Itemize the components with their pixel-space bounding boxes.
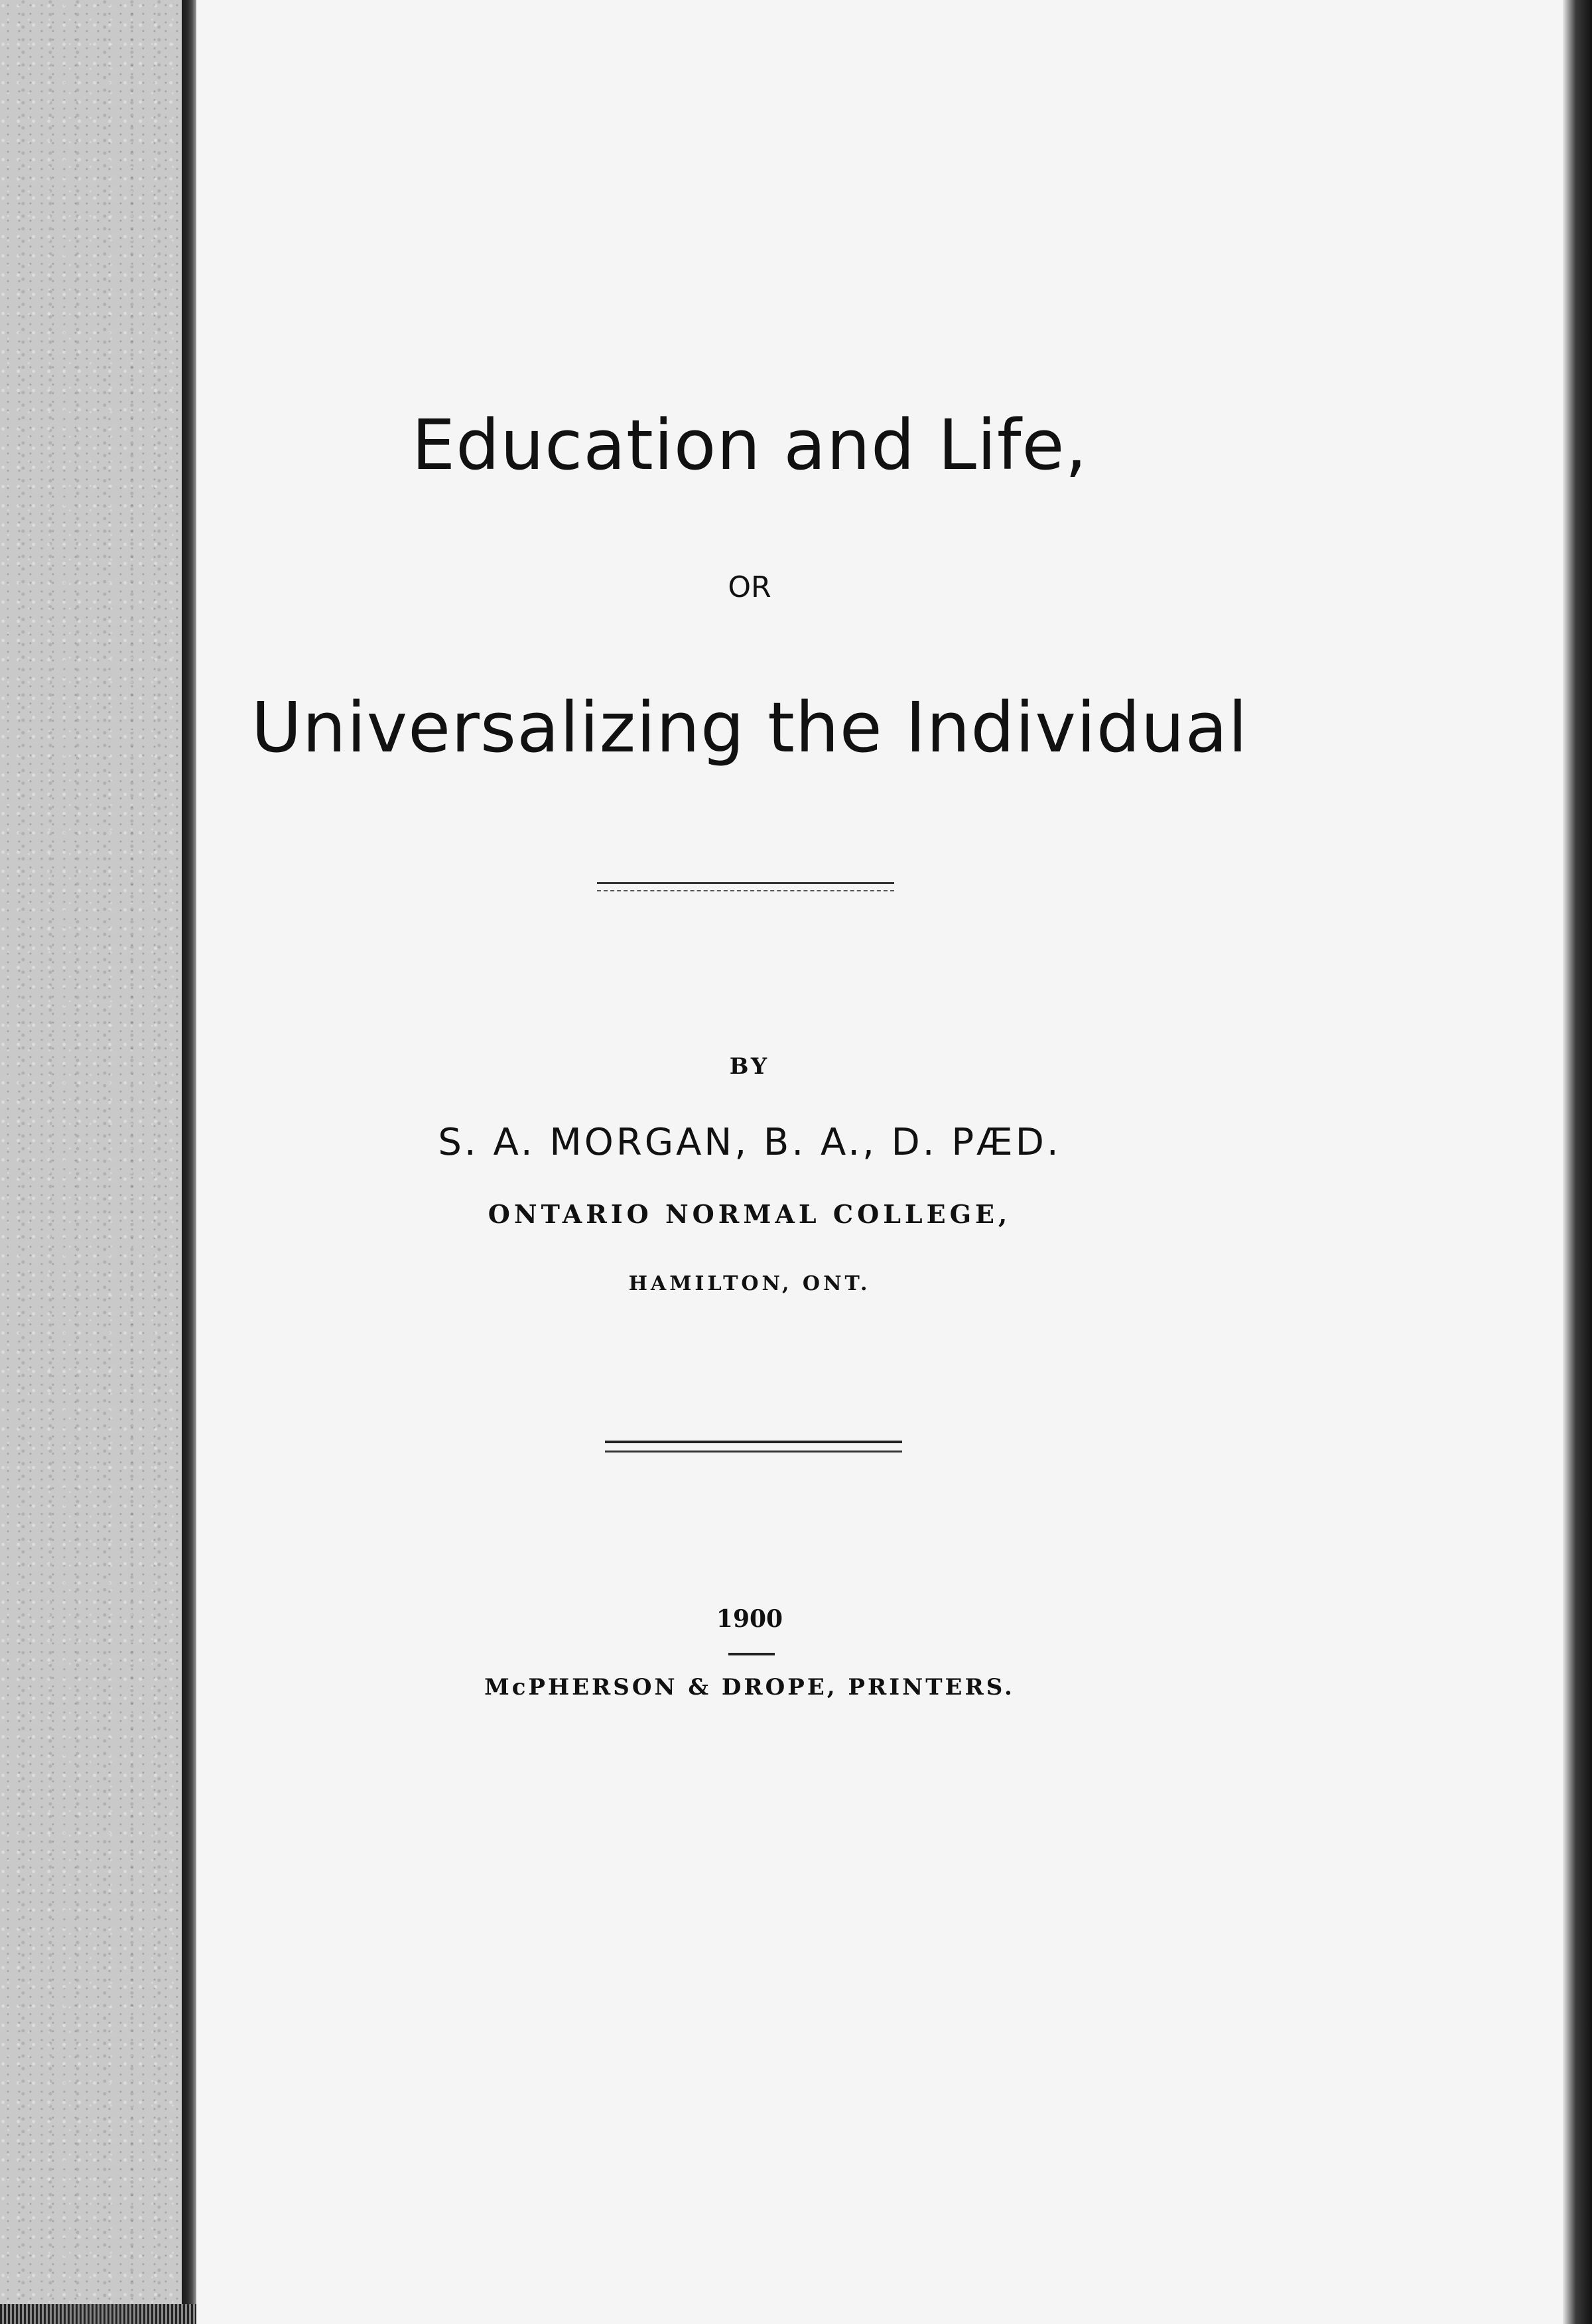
decorative-rule-upper: [597, 882, 894, 891]
decorative-rule-lower: [605, 1441, 902, 1452]
binding-edge: [182, 0, 196, 2324]
page-edge: [1563, 0, 1592, 2324]
backing-board: [0, 0, 182, 2324]
printers: McPHERSON & DROPE, PRINTERS.: [484, 1674, 1015, 1701]
institution: ONTARIO NORMAL COLLEGE,: [488, 1199, 1012, 1229]
title-line-2: Universalizing the Individual: [251, 687, 1248, 768]
by-label: BY: [729, 1053, 770, 1080]
year-underline: [728, 1653, 775, 1655]
location: HAMILTON, ONT.: [628, 1272, 871, 1295]
author-name: S. A. MORGAN, B. A., D. PÆD.: [438, 1121, 1061, 1164]
backing-bottom-edge: [0, 2304, 196, 2324]
title-connector: OR: [728, 570, 771, 604]
publication-year: 1900: [716, 1605, 783, 1633]
title-line-1: Education and Life,: [411, 405, 1088, 485]
